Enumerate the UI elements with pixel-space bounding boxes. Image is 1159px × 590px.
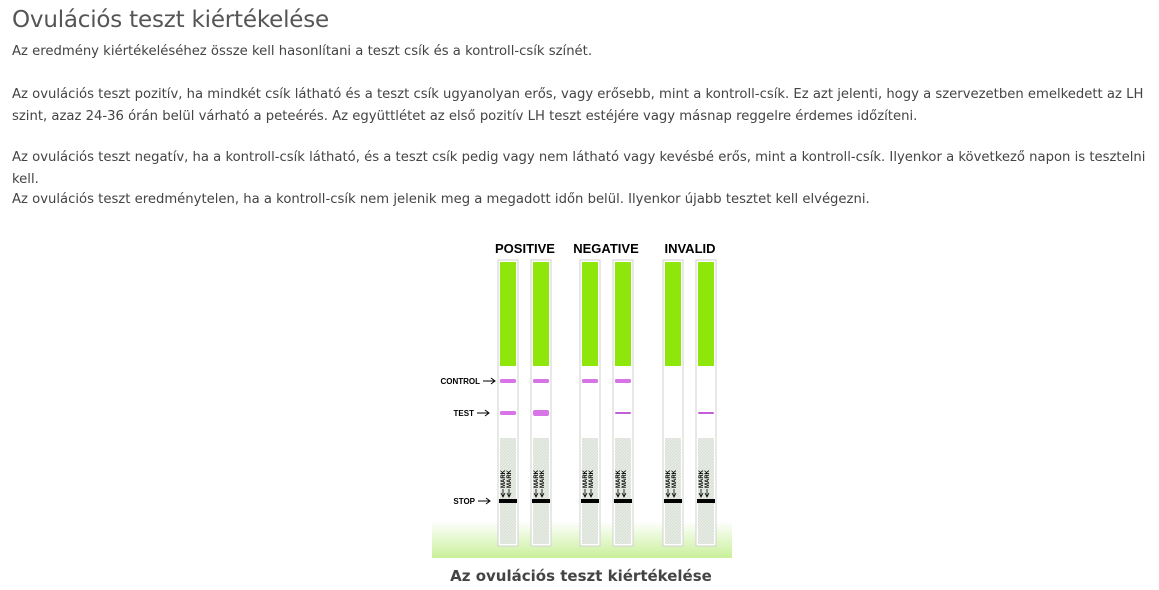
strip-handle: [665, 262, 681, 366]
mark-text: MARK: [540, 470, 546, 488]
strip-absorbent-area: [615, 438, 631, 544]
strip-positive-1: [498, 260, 518, 546]
strip-handle: [500, 262, 516, 366]
figure-caption: Az ovulációs teszt kiértékelése: [450, 567, 712, 585]
test-line: [533, 410, 549, 416]
header-invalid: INVALID: [664, 241, 716, 256]
control-line: [500, 379, 516, 383]
mark-text: MARK: [507, 470, 513, 488]
stop-line: [532, 499, 550, 503]
control-line: [615, 379, 631, 383]
test-strip-figure: [432, 236, 732, 558]
stop-line: [581, 499, 599, 503]
paragraph-invalid: Az ovulációs teszt eredménytelen, ha a kontroll-csík nem jelenik meg a megadott időn belül. Ilyenkor újabb tesztet kell elvégezni.: [12, 192, 870, 207]
mark-text: MARK: [672, 470, 678, 488]
stop-line: [697, 499, 715, 503]
paragraph-negative: Az ovulációs teszt negatív, ha a kontroll-csík látható, és a teszt csík pedig vagy nem látható vagy kevésbé erős, mint a kontroll-csík. Ilyenkor a következő napon is tesztelni kell.: [12, 150, 1146, 187]
strip-absorbent-area: [500, 438, 516, 544]
header-positive: POSITIVE: [495, 241, 555, 256]
stop-line: [614, 499, 632, 503]
stop-line: [499, 499, 517, 503]
mark-text: MARK: [501, 470, 507, 488]
mark-text: MARK: [699, 470, 705, 488]
test-line: [698, 412, 714, 414]
strip-absorbent-area: [698, 438, 714, 544]
mark-text: MARK: [589, 470, 595, 488]
label-control: CONTROL: [440, 377, 480, 386]
mark-text: MARK: [666, 470, 672, 488]
mark-text: MARK: [622, 470, 628, 488]
header-negative: NEGATIVE: [573, 241, 639, 256]
strip-absorbent-area: [533, 438, 549, 544]
paragraph-intro: Az eredmény kiértékeléséhez össze kell hasonlítani a teszt csík és a kontroll-csík színét.: [12, 44, 593, 59]
mark-text: MARK: [705, 470, 711, 488]
mark-text: MARK: [583, 470, 589, 488]
strip-handle: [533, 262, 549, 366]
strip-handle: [615, 262, 631, 366]
paragraph-positive: Az ovulációs teszt pozitív, ha mindkét csík látható és a teszt csík ugyanolyan erős, vagy erősebb, mint a kontroll-csík. Ez azt jelenti, hogy a szervezetben emelkedett az LH szint, azaz 24-36 órán belül várható a peteérés. Az együttlétet az első pozitív LH teszt estéjére vagy másnap reggelre érdemes időzíteni.: [12, 87, 1144, 124]
strip-handle: [582, 262, 598, 366]
label-test: TEST: [453, 409, 474, 418]
control-line: [533, 379, 549, 383]
strip-negative-2: [613, 260, 633, 546]
mark-text: MARK: [534, 470, 540, 488]
strip-invalid-1: [663, 260, 683, 546]
page-title: Ovulációs teszt kiértékelése: [12, 7, 329, 33]
strip-absorbent-area: [665, 438, 681, 544]
stop-line: [664, 499, 682, 503]
label-stop: STOP: [453, 497, 475, 506]
control-line: [582, 379, 598, 383]
test-line: [500, 411, 516, 415]
strip-positive-2: [531, 260, 551, 546]
strip-absorbent-area: [582, 438, 598, 544]
strip-invalid-2: [696, 260, 716, 546]
strip-negative-1: [580, 260, 600, 546]
strip-handle: [698, 262, 714, 366]
mark-text: MARK: [616, 470, 622, 488]
test-line: [615, 412, 631, 414]
